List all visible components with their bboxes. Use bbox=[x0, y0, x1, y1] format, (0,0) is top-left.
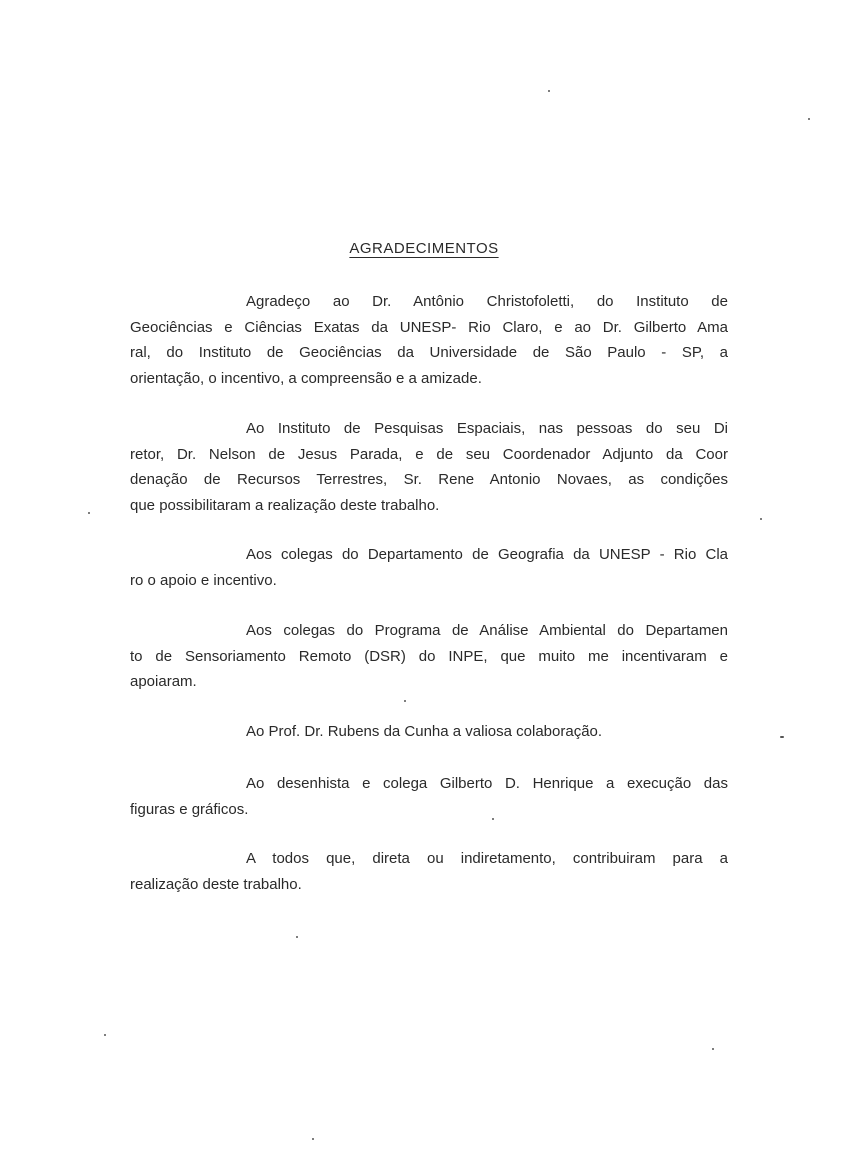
paragraph-5 bbox=[130, 719, 728, 745]
paragraph-line: to de Sensoriamento Remoto (DSR) do INPE, que muito me incentivaram e bbox=[130, 647, 728, 665]
paragraph-line: que possibilitaram a realização deste trabalho. bbox=[130, 496, 440, 514]
paragraph-line: realização deste trabalho. bbox=[130, 875, 302, 893]
paragraph-line: Aos colegas do Programa de Análise Ambiental do Departamen bbox=[246, 622, 728, 639]
scan-speck bbox=[296, 936, 298, 938]
paragraph-4 bbox=[130, 618, 728, 695]
paragraph-line: ral, do Instituto de Geociências da Universidade de São Paulo - SP, a bbox=[130, 344, 728, 361]
paragraph-7 bbox=[130, 846, 728, 897]
scan-speck bbox=[312, 1138, 314, 1140]
paragraph-3 bbox=[130, 542, 728, 593]
paragraph-line: Ao desenhista e colega Gilberto D. Henrique a execução das bbox=[246, 775, 728, 792]
scan-speck bbox=[760, 518, 762, 520]
paragraph-line: retor, Dr. Nelson de Jesus Parada, e de seu Coordenador Adjunto da Coor bbox=[130, 445, 728, 463]
paragraph-1 bbox=[130, 289, 728, 391]
scan-speck bbox=[404, 700, 406, 702]
paragraph-line: Ao Instituto de Pesquisas Espaciais, nas pessoas do seu Di bbox=[246, 420, 728, 437]
scan-speck bbox=[712, 1048, 714, 1050]
paragraph-line: Geociências e Ciências Exatas da UNESP- Rio Claro, e ao Dr. Gilberto Ama bbox=[130, 318, 728, 336]
scan-speck bbox=[548, 90, 550, 92]
paragraph-line: Agradeço ao Dr. Antônio Christofoletti, do Instituto de bbox=[246, 293, 728, 310]
paragraph-line: A todos que, direta ou indiretamento, contribuiram para a bbox=[246, 850, 728, 867]
scan-speck bbox=[492, 818, 494, 820]
title-text: AGRADECIMENTOS bbox=[349, 240, 499, 257]
paragraph-line: apoiaram. bbox=[130, 673, 197, 690]
paragraph-line: Ao Prof. Dr. Rubens da Cunha a valiosa colaboração. bbox=[246, 723, 603, 740]
scan-speck bbox=[88, 512, 90, 514]
paragraph-line: orientação, o incentivo, a compreensão e a amizade. bbox=[130, 369, 482, 387]
paragraph-6 bbox=[130, 771, 728, 822]
scan-speck bbox=[808, 118, 810, 120]
paragraph-line: denação de Recursos Terrestres, Sr. Rene Antonio Novaes, as condições bbox=[130, 471, 728, 488]
paragraph-line: Aos colegas do Departamento de Geografia da UNESP - Rio Cla bbox=[246, 546, 728, 563]
scan-speck bbox=[780, 736, 784, 738]
scan-speck bbox=[104, 1034, 106, 1036]
paragraph-line: figuras e gráficos. bbox=[130, 800, 249, 818]
page-title bbox=[0, 240, 848, 257]
paragraph-2 bbox=[130, 416, 728, 518]
paragraph-line: ro o apoio e incentivo. bbox=[130, 571, 277, 589]
